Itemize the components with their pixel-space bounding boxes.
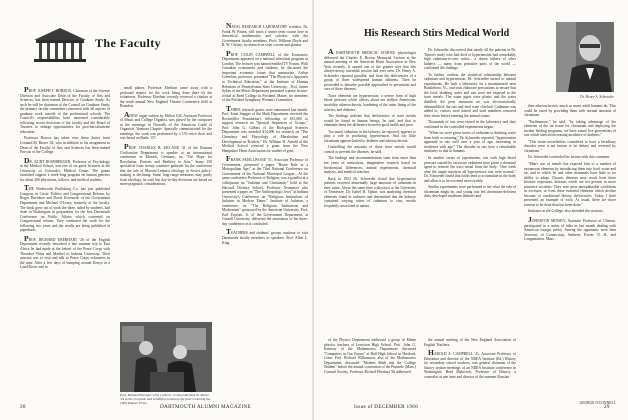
paragraph-text: ROF. COLIN CAMPBELL of the Economics Department appeared on a national television program in London. The lecturer was named entitled TV Forum, With Canadian economists and students, he discussed the important economic issues that summarize. Arthur Cornelius, professor, presented "The Physicist's Approach to Technical Education," at the Institute of Human Relations of Pennsylvania State University... Prof. James Sykes of the Music Department presented a piano lecture-recital at Reed College in Portland, Maine, for members of the Portland Symphony Woman's Committee.: [222, 52, 308, 103]
paragraph-text: "When we were given traces of cadmium in drinking water from birth or weaning," Dr. Schroeder reported, "hypertension appeared in rats well over a year of age, increasing in incidence with age." The disorder in rats bore a remarkable similarity to that in humans.: [424, 131, 516, 154]
paragraph-text: RANK SMALLWOOD '51, Associate Professor of Government, presented a paper "Home Rule in a Metropolitan Age," at the 72nd National Conference on Government of the National Municipal League... At the same conference Professor of Religion, was a panelist at a colloquium on "Judaism and Christianity" held at the Harvard Divinity School. Professor Neumeyer also presented a paper on "The Anthropologic Jews" at Indiana University's Conference on "Religious Institutions of Judaism in Modern Times." Institute of Judaism, a conference on "The Religious Institutions and Modernism" sponsored by the American University. Prof. Earl Zayrian, Jr. of the Government Department, at Cornell University, delivered the annotation of the three-day conference as it concluded.: [222, 158, 308, 226]
paragraph-text: EACHERS and students' groups continue to visit Dartmouth faculty members as speakers. Prof. Allen L. King: [222, 231, 308, 245]
paragraph: [20, 184, 110, 232]
paragraph: [20, 86, 110, 134]
paragraph-text: ROF. JOSEPH T. HORROX, Chairman of the Science Division and Associate Dean of the Faculty of Arts and Sciences, has been named Director of Graduate Study. As such he will be chairman of the Council on Graduate Study, the primary faculty committee concerned with all aspects of graduate work outside of the professional schools. The Council's responsibilities have increased considerably following recent decisions of the faculty and the Board of Trustees to enlarge opportunities for post-baccalaureate education.: [20, 89, 110, 134]
paragraph-text: Thousands of rats were reared in the laboratory and they confirmed in the controlled experiments began.: [424, 120, 516, 129]
right-column-2: [424, 48, 516, 336]
paragraph-text: The findings indicate that deficiencies of trace metals would be found in human beings, he said, and that to eliminate these the difference between good health and poor.: [324, 114, 416, 128]
paragraph-text: of the Physics Department addressed a group of Maine physics teachers at Lewiston High School. Prof. John G. Kemeny of the Mathematics Department discussed "Computers in Our Future" at Hall High School in Hartford, Conn. Prof. Richard Williamson, also of the Mathematics Department, discussed "Modern Math and the College Student" before the annual convention of the Pinnacle (Mass.) Counsel Society. Professor Richard Eberhart '26 addressed: [324, 338, 416, 374]
paragraph-text: ROF. CHARLES B. MCLANE '41 of the Russian Civilization Department is speaker at an international conference in Munich, Germany, on "The Hope for Revolution. Protests and Realities in Asia." Some 150 specialists from twenty countries gathered for the conference that the tale of Marxist-Leninist ideology in Soviet policy-making is declining. Some long-range measures may partly from ideology, he said, but day-to-day decisions are based on more pragmatic considerations.: [120, 146, 212, 187]
paragraph: [524, 120, 616, 138]
paragraph: [524, 104, 616, 118]
paragraph: [222, 228, 308, 245]
right-column-1: [324, 48, 416, 336]
drop-cap: P: [226, 48, 231, 58]
paragraph: [524, 162, 616, 207]
author-signature: [524, 398, 616, 406]
paragraph-text: NEW organ written by Milton Gill, Assistant Professor of Music and College Organist, was played by the composer at the meetings in Norwalk of the American Guild of Organists' Vermont Chapter. Specially commissioned for the meetings, the work was performed by a 155-voice choir and was heard on Radio 157.: [120, 113, 212, 141]
paragraph-text: Controlling the amounts of these trace metals would control or prevent the diseases, he said.: [324, 145, 416, 154]
paragraph-text: AROLD A. CAMPBELL '41, Associate Professor of Education and director of the NDEA Institute (Ed.) History for secondary school teachers, was general chairman of the history section meetings of an NDEA Institute conference in Washington. Brad Mahrcroft, Professor of History, a counselor at one time and director of the summer Russian: [424, 352, 516, 379]
drop-cap: P: [24, 86, 29, 94]
drop-cap: H: [428, 348, 434, 358]
eberhart-photo: [120, 322, 212, 392]
drop-cap: P: [24, 233, 29, 243]
drop-cap: A: [124, 109, 130, 119]
paragraph-text: Similar experiments were performed to see what the role of chromium might be, and young rats fed chromium-deficient diets developed moderate diabetes and: [424, 185, 516, 199]
photo-caption: Prof. Richard Eberhart '26 (r) with Lt. Colonel Richard W. Morin '24 at the reception and exhibition honoring the poet's winning the 1966 Pulitzer Prize.: [120, 393, 211, 405]
paragraph: [524, 216, 616, 242]
drop-cap: T: [226, 227, 232, 237]
paragraph: [424, 48, 516, 71]
paragraph-text: In another series of experiments, rats with high blood pressure caused by excessive cadmium were given a chemical agent to remove the trace metal from the body. "One week after the single injection all hypertensive rats were normal." Dr. Schroeder found that foods tend to accumulate in the body and allow it to be excreted more readily.: [424, 156, 516, 183]
signature: GEORGE O'CONNELL: [579, 401, 616, 405]
right-column-3: [524, 104, 616, 404]
article-title: His Research Stirs Medical World: [364, 28, 510, 39]
photo-caption-schroeder: Dr. Henry A. Schroeder: [580, 95, 614, 99]
section-title: The Faculty: [95, 36, 162, 50]
right-page: [314, 0, 628, 420]
paragraph-text: then atherosclerosis, much as many adult humans do. This could be cured by providing them with normal amounts of chromium.: [524, 104, 616, 118]
paragraph: [324, 338, 416, 374]
paragraph: [222, 105, 308, 153]
right-bottom-column-2: [424, 338, 516, 396]
paragraph: [120, 111, 212, 141]
paragraph-text: "This strain nevertheless considered to have a hereditary disorder were it not known to be dietary and reversed by chromium.": [524, 139, 616, 153]
page-number-left: 28: [20, 404, 26, 410]
paragraph-text: The findings and recommendations stem from more than ten years of meticulous, imaginative research based on biochemical differences, animal experiments, chemical analysis, and medical searches.: [324, 156, 416, 175]
paragraph: [222, 22, 308, 48]
paragraph-text: Too much cadmium in the kidneys, he reported, appears to play a role in producing hypertension. And too little chromium appears linked to diabetes and atherosclerosis.: [324, 129, 416, 143]
paragraph: [424, 185, 516, 199]
schroeder-photo: [556, 22, 614, 92]
paragraph: [20, 157, 110, 183]
paragraph-text: AVAL RESEARCH LABORATORY scientist, Dr. Frank W. Patten, will teach a winter term course here in theoretical mathematics and calculus with the Government faculty members, Profs. Wilburn Doyle and R. W. Christy, in research on solar corona and plasma.: [222, 25, 308, 48]
drop-cap: N: [226, 22, 232, 30]
paragraph: [324, 177, 416, 209]
paragraph-text: ROF. RICHARD EBERHART '26 of the English Department recently described a late summer trip to East Africa he had made at the behest of the Peace Corps with Theodore Watts and Maribel of Indiana University. Their mission was to visit and talk to Peace Corps volunteers in the area. After a few days of bumping around Kenya in a Land Rover and in: [20, 237, 110, 270]
paragraph: [324, 114, 416, 128]
paragraph: [524, 209, 616, 214]
paragraph: [524, 155, 616, 160]
paragraph: [324, 48, 416, 92]
drop-cap: D: [24, 155, 30, 165]
paragraph: [424, 73, 516, 118]
paragraph: [324, 156, 416, 174]
middle-column: [222, 22, 308, 408]
paragraph: [424, 338, 516, 347]
paragraph: [424, 156, 516, 183]
paragraph: [222, 155, 308, 226]
paragraph: [524, 140, 616, 154]
paragraph-text: R. KURT ROSNBERGER, Professor of Psychology at the Medical School, was one of six guest lecturers at the University of Colorado's Medical Center. The grants furnished support a week-long program on human genetics for about 200 physicians, fellows, and medical students.: [20, 159, 110, 182]
right-bottom-column-1: [324, 338, 416, 396]
paragraph-text: Professor Horrox has taken over these duties from Leonard M. Rieser '44, who in addition to his assignment as Dean of the Faculty of Arts and Sciences has been named Provost of the College.: [20, 136, 110, 155]
magazine-name: DARTMOUTH ALUMNI MAGAZINE: [160, 404, 252, 410]
paragraph: [324, 94, 416, 112]
paragraph: [424, 131, 516, 154]
college-hall-icon: [30, 26, 90, 64]
drop-cap: P: [124, 142, 129, 152]
paragraph-text: OHNSTON MINSKY, Assistant Professor of Chinese, participated in a series of talks in last month dealing with American foreign policy. Among the opponents were then Secretary of Connecticut, Amherst, Exeter, N. H., and Longmeadow, Mass.: [524, 219, 616, 242]
paragraph: [324, 130, 416, 144]
paragraph-text: DARTMOUTH MEDICAL SCHOOL physiologist delivered the Charles E. Brown Memorial Lecture at the annual meeting of the American Heart Association in New York recently. It caused one of the greater stirs that this always-newsy intertidal session had ever seen. Dr. Henry A. Schroeder reported possible, and from the deficiencies of a group of three widespread human ailments. Then he proceeded to describe possible approaches to prevention and cure of these diseases.: [324, 51, 416, 92]
drop-cap: T: [226, 103, 232, 113]
left-column-2: [120, 86, 212, 318]
paragraph-text: HREE research grants were announced last month. Prof. Ernst Stagger of the Math Department received the Rockefeller Foundation's fellowship of $15,000 to support research on "Spectral Sequences of Groups." Prof. John G. Gilbert of the Biological Sciences Department was awarded $14,000 for research on "The Chemistry and Physiology of Metabolism and Development in Rotifers." Dr. William D. Arnold of the Medical School received a grant from the New Hampshire Heart Association for studies of gout.: [222, 107, 308, 153]
paragraph-text: HE Wadsworth Publishing Co. has just published Congress in Crisis: Politics and Congressional Reform, by Roger Davidson and David Kovenock of the Government Department and Michael O'Leary, formerly of the faculty. The book grew out of work the three, aided by students, had done in Washington in preparation for the first Dartmouth Conference on Public Affairs which convened on Congressional reform. They continued the work for the following two years and the results are being published in paperback.: [20, 187, 110, 233]
paragraph: [424, 120, 516, 129]
paragraph-text: "Furthermore," he said, "by taking advantage of the elements of the rat tissue for chromium and deploying the mother feeding programs, we have raised five generations of rats which showed increasing incidence of diabetes.": [524, 119, 616, 138]
paragraph: [324, 145, 416, 154]
paragraph: [120, 143, 212, 187]
paragraph: [20, 235, 110, 270]
drop-cap: T: [24, 183, 30, 193]
paragraph: [20, 136, 110, 154]
drop-cap: F: [226, 154, 231, 164]
paragraph-text: small planes, Professor Eberhart came away with a profound respect for the work being done there by the volunteers. Professor Eberhart recently received a citation at the tenth annual New England Theatre Conference held at Brandeis.: [120, 86, 212, 109]
paragraph-text: Institutes at the College, also attended the sessions.: [528, 209, 604, 214]
paragraph: [424, 349, 516, 379]
paragraph-text: Dr. Schroeder concluded his lecture with this comment:: [528, 155, 611, 160]
left-column-1: [20, 86, 110, 408]
paragraph-text: To further confirm the statistical relationship between cadmium and hypertension, Dr. Schroeder turned to animal experiments. He built a laboratory on a mountainside near Brattleboro, Vt., and took elaborate precautions to ensure that the food, drinking water and rats were not exposed to the trace metals. The water pipes were plastic and the water distilled; the pens mountain air was electrostatically dehumidified; the rats and feed were checked. Cadmium was added to, visitors were barred and staff members removed their shoes before entering the animal rooms.: [424, 72, 516, 118]
paragraph-text: Dr. Schroeder discovered that nearly all the patients in Dr. Tipton's study who had died of hypertension had remarkably high cadmium-to-zinc ratios... a dozen fathers of other kidneys — many from primitive parts of the world — confirmed the findings.: [424, 48, 516, 71]
page-number-right: 29: [604, 404, 610, 410]
paragraph-text: Trace elements are hypertension, a severe form of high blood pressure which affects about ten million Americans; mortality, atherosclerosis, hardening of the inner lining of the arteries; and diabetes.: [324, 93, 416, 112]
issue-date: Issue of DECEMBER 1966: [354, 404, 419, 410]
drop-cap: J: [528, 215, 532, 225]
paragraph-text: the annual meeting of the New England Association of English Teachers.: [424, 338, 516, 347]
drop-cap: A: [328, 48, 334, 56]
paragraph: [222, 50, 308, 103]
paragraph-text: Back in 1953 Dr. Schroeder found that hypertensive patients excreted abnormally large amounts of cadmium in their urine. About the same time a physicist at the University of Tennessee, Dr. Isabel H. Tipton, was analyzing chemical elements found in cadavers and determined that the kidneys contained varying ratios of cadmium to zinc, metals frequently associated in nature.: [324, 176, 416, 208]
paragraph: [120, 86, 212, 109]
paragraph-text: "Man's use of metals has exposed him to a number of extraneous elements by introducing them into food, water and air, and to which he and other mammals have little or no ability to adapt. Chronic diseases may result from these lifetime exposures, diseases which are not present in more primitive societies. They now pose unexplainable conditions as excesses, or from these essential elements which decline because of conditional dietary deficiencies. Today I have presented an example of each. As usual, there are more reasons to be done than has been done.": [524, 162, 616, 207]
